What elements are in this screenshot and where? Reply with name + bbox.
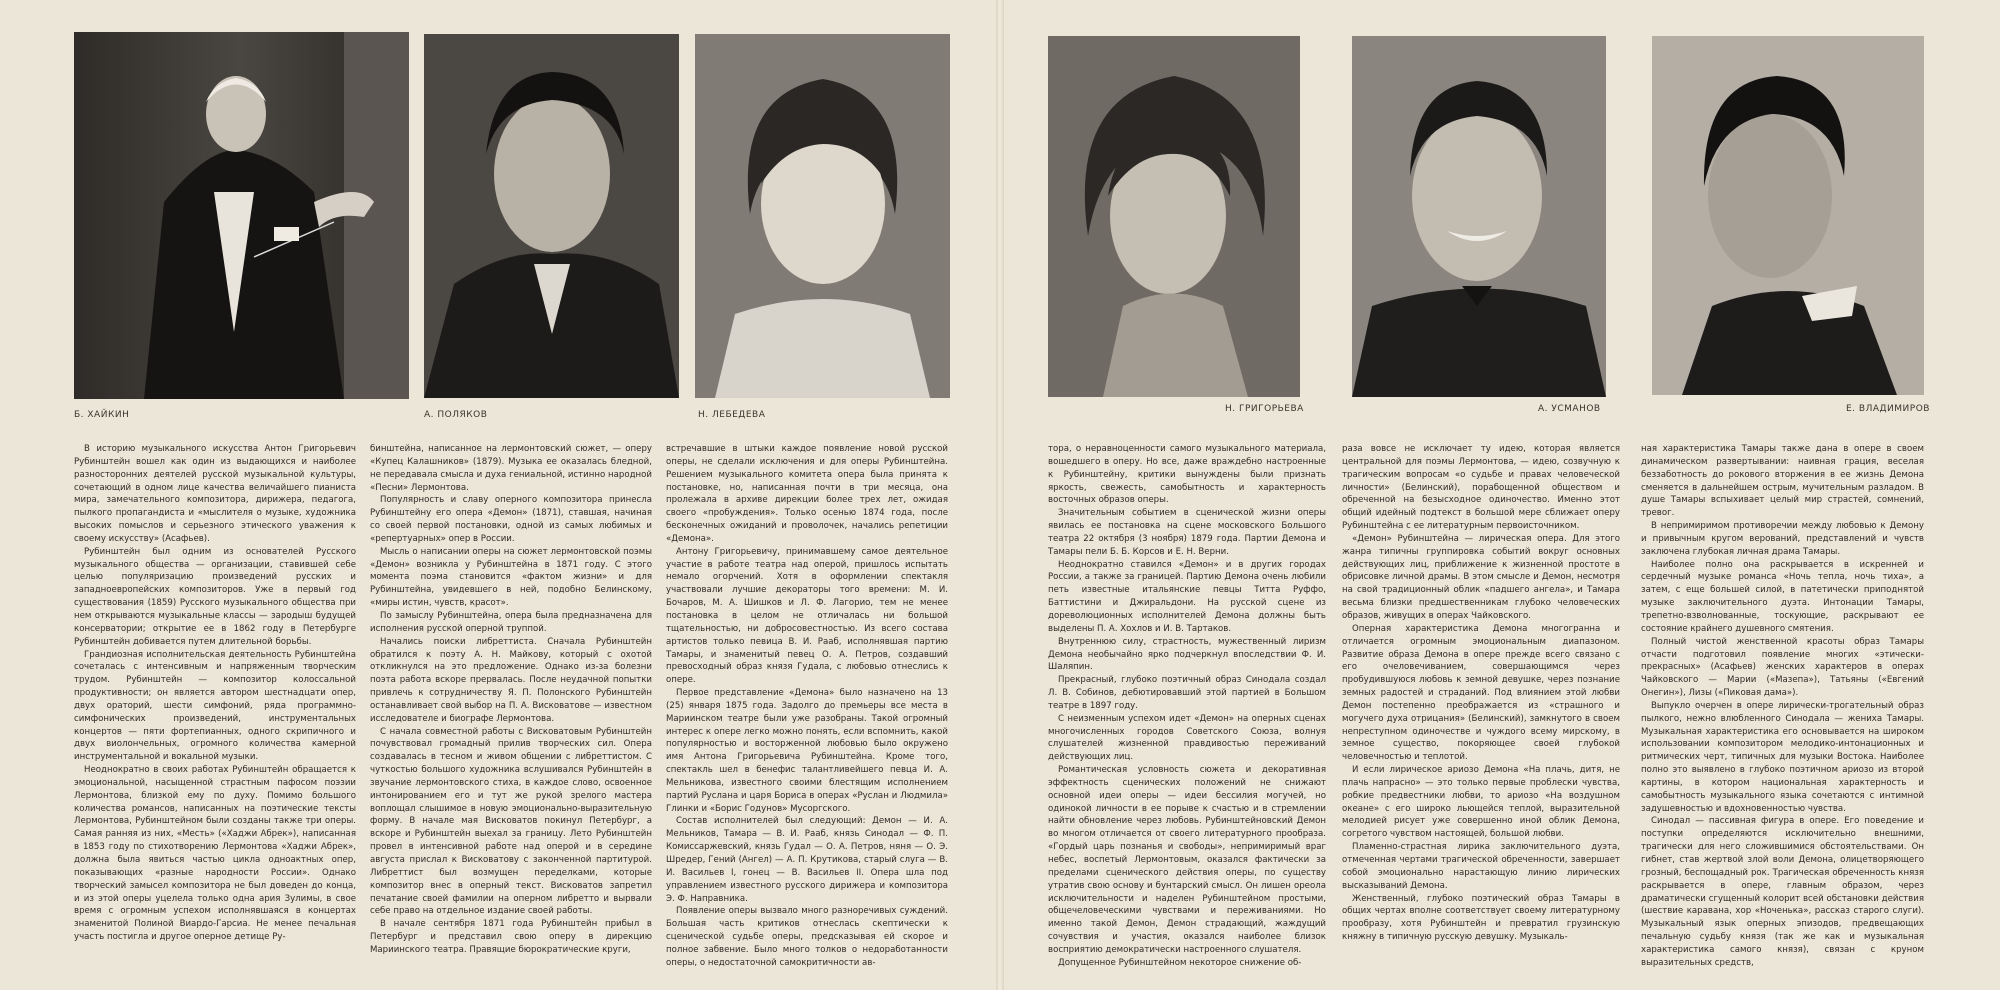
paragraph: С начала совместной работы с Висковатовым Рубинштейн почувствовал громадный прилив творческих сил. Опера создавалась в тесном и живом общении с либреттистом. С чуткостью большого художника вслушивался Рубинштейн в звучание лермонтовского стиха, в каждое слово, освоенное интонированием его и тут же рукой зрелого мастера воплощал слышимое в новую эмоционально-выразительную форму. В начале мая Висковатов покинул Петербург, а вскоре и Рубинштейн выехал за границу. Лето Рубинштейн провел в интенсивной работе над оперой и в середине августа прислал к Висковатову с законченной партитурой. Либреттист был возмущен переделками, которые композитор внес в оперный текст. Висковатов запретил печатание своей фамилии на оперном либретто и вырвали себе право на отдельное издание своей работы. <box>370 726 652 917</box>
photo-caption: Е. ВЛАДИМИРОВ <box>1846 404 1930 414</box>
paragraph: Состав исполнителей был следующий: Демон — И. А. Мельников, Тамара — В. И. Рааб, князь Синодал — Ф. П. Комиссаржевский, князь Гудал — О. А. Петров, няня — О. Э. Шредер, Гений (Ангел) — А. П. Крутикова, старый слуга — В. И. Васильев I, гонец — В. Васильев II. Опера шла под управлением известного русского дирижера и композитора Э. Ф. Направника. <box>666 816 948 904</box>
paragraph: Пламенно-страстная лирика заключительного дуэта, отмеченная чертами трагической обреченности, завершает собой эмоционально нарастающую линию лирических высказываний Демона. <box>1342 842 1620 891</box>
paragraph: И если лирическое ариозо Демона «На плачь, дитя, не плачь напрасно» — это только первые проблески чувства, робкие предвестники любви, то ариозо «На воздушном океане» с его широко льющейся теплой, выразительной мелодией рисует уже совершенно иной облик Демона, согретого чувством настоящей, большой любви. <box>1342 765 1620 840</box>
photo-woman <box>695 34 950 398</box>
paragraph: тора, о неравноценности самого музыкального материала, вошедшего в оперу. Но все, даже враждебно настроенные к Рубинштейну, критики вынуждены были признать яркость, свежесть, самобытность и характерность восточных образов оперы. <box>1048 444 1326 506</box>
photo-woman-short-hair <box>1048 36 1300 397</box>
paragraph: Внутреннюю силу, страстность, мужественный лиризм Демона необычайно ярко подчеркнул впоследствии Ф. И. Шаляпин. <box>1048 636 1326 673</box>
photo-smiling-man <box>1352 36 1606 397</box>
paragraph: Популярность и славу оперного композитора принесла Рубинштейну его опера «Демон» (1871), ставшая, начиная со своей первой постановки, одной из самых любимых и «репертуарных» опер в России. <box>370 495 652 544</box>
paragraph: Синодал — пассивная фигура в опере. Его поведение и поступки определяются исключительно внешними, трагически для него сложившимися обстоятельствами. Он гибнет, став жертвой злой воли Демона, олицетворяющего грозный, беспощадный рок. Трагическая обреченность князя раскрывается в опере, главным образом, через драматически сгущенный колорит всей обстановки действия (шествие каравана, хор «Ноченька», рассказ старого слуги). Музыкальный язык оперных эпизодов, предвещающих печальную судьбу князя (так же как и музыкальная характеристика самого князя), связан с круном выразительных средств, <box>1641 816 1924 968</box>
text-column-6 <box>1641 443 1924 983</box>
paragraph: В начале сентября 1871 года Рубинштейн прибыл в Петербург и представил свою оперу в дирекцию Мариинского театра. Правящие бюрократические круги, <box>370 919 652 955</box>
paragraph: Допущенное Рубинштейном некоторое снижение об- <box>1058 957 1302 968</box>
paragraph: Оперная характеристика Демона многогранна и отличается огромным эмоциональным диапазоном. Развитие образа Демона в опере прежде всего связано с его очеловечиванием, совершающимся через пробудившуюся любовь к земной девушке, через познание земных радостей и страданий. Под влиянием этой любви Демон постепенно преображается из «страшного и могучего духа отрицания» (Белинский), замкнутого в своем непреступном одиночестве и чуждого всему мирскому, в земное существо, покоряющее своей глубокой человечностью и теплотой. <box>1342 623 1620 763</box>
paragraph: Грандиозная исполнительская деятельность Рубинштейна сочеталась с интенсивным и напряженным творческим трудом. Рубинштейн — композитор колоссальной продуктивности; он является автором шестнадцати опер, двух ораторий, шести симфоний, ряда программно-симфонических произведений, инструментальных концертов — пяти фортепианных, одного скрипичного и двух виолончельных, огромного количества камерной инструментальной и вокальной музыки. <box>74 649 356 763</box>
paragraph: Наиболее полно она раскрывается в искренней и сердечный музыке романса «Ночь тепла, ночь тиха», а затем, с еще большей силой, в патетически приподнятой музыке заключительного дуэта. Интонации Тамары, трепетно-взволнованные, тоскующие, раскрывают ее состояние крайнего душевного смятения. <box>1641 559 1924 634</box>
photo-conductor <box>74 32 409 399</box>
paragraph: «Демон» Рубинштейна — лирическая опера. Для этого жанра типичны группировка событий вокруг основных действующих лиц, приближение к жизненной простоте в обрисовке личной драмы. В этом смысле и Демон, несмотря на свой традиционный облик «падшего ангела», и Тамара весьма близки предшественникам глубоко человеческих образов, живущих в операх Чайковского. <box>1342 533 1620 621</box>
paragraph: Неоднократно в своих работах Рубинштейн обращается к эмоциональной, насыщенной страстным пафосом поэзии Лермонтова, близкой ему по духу. Помимо большого количества романсов, написанных на поэтические тексты Лермонтова, Рубинштейном были созданы также три оперы. Самая ранняя из них, «Месть» («Хаджи Абрек»), написанная в 1853 году по стихотворению Лермонтова «Хаджи Абрек», должна была явиться частью цикла одноактных опер, показывающих «разные народности России». Однако творческий замысел композитора не был доведен до конца, и из этой оперы уцелела только одна ария Зулимы, в свое время с огромным успехом исполнявшаяся в концертах знаменитой Полиной Виардо-Гарсиа. Не менее печальная участь постигла и другое оперное детище Ру- <box>74 765 356 943</box>
paragraph: Появление оперы вызвало много разноречивых суждений. Большая часть критиков отнеслась скептически к сценической судьбе оперы, предсказывая ей скорое и полное забвение. Было много толков о недоработанности оперы, о недостаточной самокритичности ав- <box>666 906 948 968</box>
paragraph: Значительным событием в сценической жизни оперы явилась ее постановка на сцене московского Большого театра 22 октября (3 ноября) 1879 года. Партии Демона и Тамары пели Б. Б. Корсов и Е. Н. Верни. <box>1048 508 1326 557</box>
text-column-1 <box>74 443 356 983</box>
photo-caption: Б. ХАЙКИН <box>74 410 130 420</box>
right-page <box>1000 0 2000 990</box>
paragraph: Выпукло очерчен в опере лирически-трогательный образ пылкого, нежно влюбленного Синодала — жениха Тамары. Музыкальная характеристика его основывается на широком использовании композитором мелодико-интонационных и ритмических черт, типичных для музыки Востока. Наиболее полно это выявлено в глубоко поэтичном ариозо из второй картины, в котором национальная характерность и самобытность музыкального языка сочетаются с интимной задушевностью и вдохновенностью чувства. <box>1641 700 1924 814</box>
paragraph: бинштейна, написанное на лермонтовский сюжет, — оперу «Купец Калашников» (1879). Музыка ее оказалась бледной, не передавала смысла и духа гениальной, истинно народной «Песни» Лермонтова. <box>370 444 652 493</box>
text-column-2 <box>370 443 652 983</box>
photo-caption: Н. ЛЕБЕДЕВА <box>698 410 766 420</box>
paragraph: раза вовсе не исключает ту идею, которая является центральной для поэмы Лермонтова, — идею, созвучную к трагическим вопросам «о судьбе и правах человеческой личности» (Белинский), порабощенной обществом и обреченной на безысходное одиночество. Именно этот общий идейный подтекст в большой мере сближает оперу Рубинштейна с ее литературным первоисточником. <box>1342 444 1620 532</box>
text-column-4 <box>1048 443 1326 983</box>
paragraph: Мысль о написании оперы на сюжет лермонтовской поэмы «Демон» возникла у Рубинштейна в 1871 году. С этого момента поэма становится «фактом жизни» и для Рубинштейна, увидевшего в ней, подобно Белинскому, «миры истин, чувств, красот». <box>370 546 652 609</box>
photo-man <box>1652 36 1924 395</box>
paragraph: Прекрасный, глубоко поэтичный образ Синодала создал Л. В. Собинов, дебютировавший этой партией в Большом театре в 1897 году. <box>1048 675 1326 711</box>
photo-young-man <box>424 34 679 398</box>
photo-caption: А. УСМАНОВ <box>1538 404 1601 414</box>
paragraph: Антону Григорьевичу, принимавшему самое деятельное участие в работе театра над оперой, пришлось испытать немало огорчений. Хотя в оформлении спектакля участвовали лучшие декораторы того времени: М. И. Бочаров, М. А. Шишков и Л. Ф. Лагорио, тем не менее постановка в целом не отличалась ни большой тщательностью, ни добросовестностью. Из всего состава артистов только певица В. И. Рааб, исполнявшая партию Тамары, и знаменитый певец О. А. Петров, создавший превосходный образ князя Гудала, с любовью отнеслись к опере. <box>666 546 948 686</box>
paragraph: Женственный, глубоко поэтический образ Тамары в общих чертах вполне соответствует своему литературному прообразу, хотя Рубинштейн и превратил грузинскую княжну в типичную русскую девушку. Музыкаль- <box>1342 893 1620 943</box>
photo-caption: А. ПОЛЯКОВ <box>424 410 488 420</box>
paragraph: ная характеристика Тамары также дана в опере в своем динамическом развертывании: наивная грация, веселая беззаботность до рокового вторжения в ее жизнь Демона сменяется в дальнейшем острым, мучительным разладом. В душе Тамары вспыхивает целый мир страстей, сомнений, тревог. <box>1641 444 1924 519</box>
paragraph: В непримиримом противоречии между любовью к Демону и привычным кругом верований, представлений и чувств заключена глубокая личная драма Тамары. <box>1641 521 1924 557</box>
paragraph: Романтическая условность сюжета и декоративная эффектность сценических положений не снижают основной идеи оперы — идеи бессилия могучей, но одинокой личности в ее порыве к счастью и в стремлении найти обновление через любовь. Рубинштейновский Демон во многом отличается от своего литературного прообраза. «Гордый царь познанья и свободы», непримиримый враг небес, воспетый Лермонтовым, оказался фактически за пределами сценического действия оперы, по существу утратив свою основу и бунтарский смысл. Он лишен ореола исключительности и наделен Рубинштейном простыми, общечеловеческими чувствами и переживаниями. Но именно такой Демон, Демон страдающий, жаждущий сочувствия и участия, оказался наиболее близок восприятию демократически настроенного слушателя. <box>1048 765 1326 955</box>
paragraph: встречавшие в штыки каждое появление новой русской оперы, не сделали исключения и для оперы Рубинштейна. Решением музыкального комитета опера была принята к постановке, но, написанная почти в три месяца, она пролежала в архиве дирекции более трех лет, ожидая своего «пробуждения». Только осенью 1874 года, после бесконечных ожиданий и проволочек, начались репетиции «Демона». <box>666 444 948 544</box>
paragraph: По замыслу Рубинштейна, опера была предназначена для исполнения русской оперной труппой. <box>370 610 652 634</box>
text-column-5 <box>1342 443 1620 983</box>
paragraph: Первое представление «Демона» было назначено на 13 (25) января 1875 года. Задолго до премьеры все места в Мариинском театре были уже разобраны. Такой огромный интерес к опере легко можно понять, если вспомнить, какой популярностью и восторженной любовью было окружено имя Антона Григорьевича Рубинштейна. Кроме того, спектакль шел в бенефис талантливейшего певца И. А. Мельникова, известного своими блестящим исполнением партий Руслана и царя Бориса в операх «Руслан и Людмила» Глинки и «Борис Годунов» Мусоргского. <box>666 688 948 814</box>
paragraph: Полный чистой женственной красоты образ Тамары отчасти подготовил появление многих «этически-прекрасных» (Асафьев) женских характеров в операх Чайковского — Марии («Мазепа»), Татьяны («Евгений Онегин»), Лизы («Пиковая дама»). <box>1641 636 1924 699</box>
paragraph: Рубинштейн был одним из основателей Русского музыкального общества — организации, ставившей себе целью популяризацию произведений русских и западноевропейских композиторов. Уже в первый год существования (1859) Русского музыкального общества при нем открываются музыкальные классы — зародыш будущей консерватории; открытие ее в 1862 году в Петербурге Рубинштейн добивается путем длительной борьбы. <box>74 546 356 647</box>
photo-caption: Н. ГРИГОРЬЕВА <box>1225 404 1304 414</box>
paragraph: Начались поиски либреттиста. Сначала Рубинштейн обратился к поэту А. Н. Майкову, который с охотой откликнулся на это предложение. Однако из-за болезни поэта работа вскоре прервалась. После неудачной попытки привлечь к сотрудничеству Я. П. Полонского Рубинштейн останавливает свой выбор на П. А. Висковатове — известном исследователе и биографе Лермонтова. <box>370 636 652 724</box>
paragraph: С неизменным успехом идет «Демон» на оперных сценах многочисленных городов Советского Союза, волнуя слушателей жизненной правдивостью переживаний действующих лиц. <box>1048 713 1326 763</box>
paragraph: Неоднократно ставился «Демон» и в других городах России, а также за границей. Партию Демона очень любили петь известные итальянские певцы Титта Руффо, Баттистини и Джиральдони. На русской сцене из дореволюционных исполнителей Демона должны быть выделены П. А. Хохлов и И. В. Тартаков. <box>1048 559 1326 634</box>
paragraph: В историю музыкального искусства Антон Григорьевич Рубинштейн вошел как один из выдающихся и наиболее разносторонних деятелей русской музыкальной культуры, сочетающий в одном лице качества величайшего пианиста мира, замечательного композитора, дирижера, педагога, пылкого пропагандиста и «мыслителя о музыке, художника высоких помыслов и серьезного этического уважения к своему искусству» (Асафьев). <box>74 444 356 544</box>
text-column-3 <box>666 443 948 983</box>
